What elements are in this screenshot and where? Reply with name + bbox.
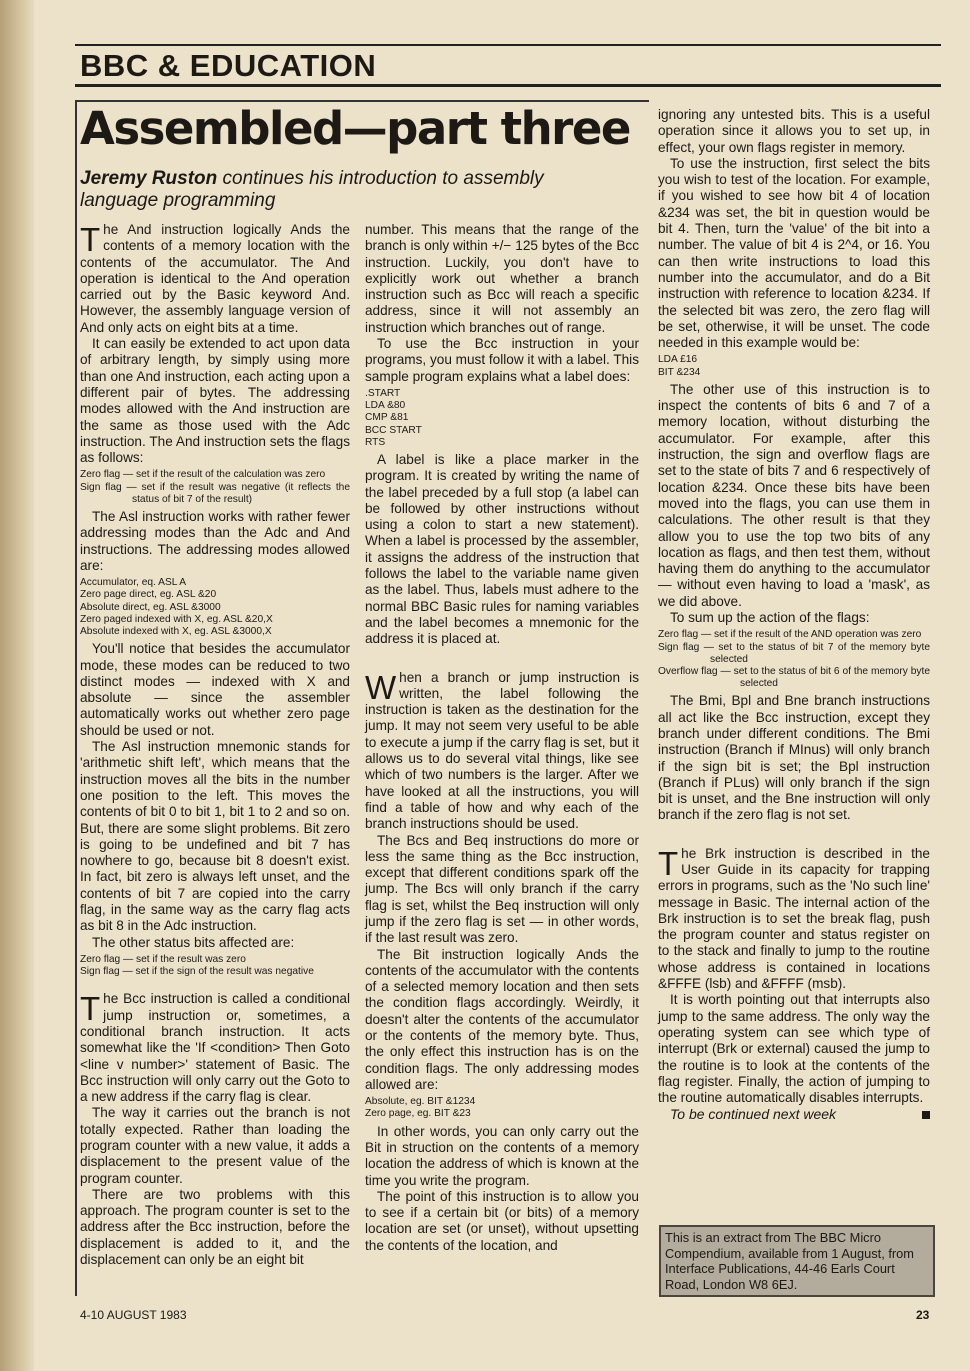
mode-item: Absolute indexed with X, eg. ASL &3000,X	[80, 626, 272, 638]
page-binding-shadow	[0, 0, 34, 1371]
flag-item: Zero flag — set if the result was zero	[80, 953, 246, 965]
code-listing	[658, 354, 930, 378]
paragraph: There are two problems with this approach. The program counter is set to the address after the Bcc instruction, before the displacement is added to it, and the displacement can only be an eight bit	[80, 1186, 350, 1268]
mode-item: Accumulator, eq. ASL A	[80, 577, 187, 589]
paragraph-text: he And instruction logically Ands the contents of a memory location with the contents of the accumulator. The And operation is identical to the And operation carried out by the Basic keyword And. However, the assembly language version of And only acts on eight bits at a time.	[80, 222, 350, 335]
flag-list	[80, 469, 350, 506]
flag-item: Sign flag — set if the result was negative (it reflects the status of bit 7 of the result)	[80, 481, 350, 505]
standfirst	[80, 168, 600, 212]
mode-item: Zero page, eg. BIT &23	[365, 1108, 471, 1120]
paragraph: number. This means that the range of the branch is only within +/− 125 bytes of the Bcc instruction. Luckily, you don't have to explicitly work out whether a branch instruction such as Bcc will reach a specific address, since it will not assembly an instruction which branches out of range.	[365, 222, 639, 335]
paragraph: A label is like a place marker in the program. It is created by writing the name of the label preceded by a full stop (a label can be followed by other instructions without using a colon to start a new statement). When a label is processed by the assembler, it assigns the address of the instruction that follows the label to the variable name given as the label. Thus, labels must adhere to the normal BBC Basic rules for naming variables and the label becomes a mnemonic for the address it is placed at.	[365, 451, 639, 647]
drop-cap: T	[80, 990, 101, 1028]
code-line: LDA £16	[658, 354, 698, 366]
flag-item: Overflow flag — set to the status of bit 6 of the memory byte selected	[658, 665, 930, 690]
code-line: CMP &81	[365, 412, 409, 424]
paragraph: You'll notice that besides the accumulator mode, these modes can be reduced to two distinct modes — indexed with X and absolute — since the assembler automatically works out whether zero page should be used or not.	[80, 641, 350, 738]
paragraph: The Asl instruction mnemonic stands for 'arithmetic shift left', which means that the instruction moves all the bits in the number one position to the left. This moves the contents of bit 0 to bit 1, bit 1 to 2 and so on. But, there are some slight problems. Bit zero is going to be undefined and bit 7 has nowhere to go, because bit 8 doesn't exist. In fact, bit zero is always left unset, and the contents of bit 7 are copied into the carry flag, in the same way as the carry flag acts as bit 8 in the Adc instruction.	[80, 739, 350, 934]
continued-note: To be continued next week	[670, 1106, 837, 1123]
paragraph: The way it carries out the branch is not totally expected. Rather than loading the program counter with a new value, it adds a displacement to the present value of the program counter.	[80, 1105, 350, 1186]
extract-info-box: This is an extract from The BBC Micro Compendium, available from 1 August, from Interface Publications, 44-46 Earls Court Road, London W8 6EJ.	[659, 1225, 935, 1297]
code-line: RTS	[365, 436, 386, 448]
paragraph-text: he Brk instruction is described in the User Guide in its capacity for trapping errors in programs, such as the 'No such line' message in Basic. The internal action of the Brk instruction is to set the break flag, push the program counter and status register on to the stack and finally to jump to the routine whose address is contained in locations &FFFE (lsb) and &FFFF (msb).	[658, 845, 930, 992]
paragraph: To use the Bcc instruction in your programs, you must follow it with a label. This sample program explains what a label does:	[365, 336, 639, 384]
issue-date: 4-10 AUGUST 1983	[80, 1308, 187, 1322]
paragraph: The other status bits affected are:	[92, 934, 295, 950]
code-listing	[365, 388, 639, 449]
standfirst-text: continues his introduction to assembly language programming	[80, 168, 544, 211]
mode-item: Absolute direct, eg. ASL &3000	[80, 601, 221, 613]
flag-item: Zero flag — set if the result of the AND operation was zero	[658, 629, 922, 641]
top-rule	[75, 44, 941, 46]
mode-list	[365, 1096, 639, 1120]
code-line: LDA &80	[365, 400, 406, 412]
flag-list	[658, 629, 930, 690]
paragraph: ignoring any untested bits. This is a useful operation since it allows you to set up, in effect, your own flags register in memory.	[658, 107, 930, 155]
paragraph: The Bcs and Beq instructions do more or less the same thing as the Bcc instruction, except that different conditions spark off the jump. The Bcs will only branch if the carry flag is set, whilst the Beq instruction will only jump if the zero flag is set — in other words, if the last result was zero.	[365, 832, 639, 946]
article-box-left-border	[75, 100, 77, 1296]
paragraph	[80, 222, 350, 336]
flag-list	[80, 954, 350, 978]
mode-item: Zero page direct, eg. ASL &20	[80, 589, 217, 601]
column-1	[80, 222, 350, 1268]
paragraph: The point of this instruction is to allow you to see if a certain bit (or bits) of a memory location are set (or unset), without upsetting the contents of the location, and	[365, 1188, 639, 1253]
paragraph-text: he Bcc instruction is called a conditional jump instruction or, sometimes, a conditional branch instruction. It acts somewhat like the 'If <condition> Then Goto <line v number>' statement of Basic. The Bcc instruction will only carry out the Goto to a new address if the carry flag is clear.	[80, 991, 350, 1105]
code-line: .START	[365, 387, 401, 399]
paragraph	[658, 846, 930, 993]
section-heading: BBC & EDUCATION	[80, 48, 377, 83]
code-line: BCC START	[365, 424, 422, 436]
page-number: 23	[916, 1308, 930, 1322]
article-title: Assembled—part three	[80, 102, 630, 155]
paragraph: To use the instruction, first select the bits you wish to test of the location. For example, if you wished to see how bit 4 of location &234 was set, the bit in question would be bit 4. Then, turn the 'value' of the bit into a number. The value of bit 4 is 2^4, or 16. You can then write instructions to load this number into the accumulator, and do a Bit instruction with reference to location &234. If the selected bit was zero, the zero flag will be set, otherwise, it will be unset. The code needed in this example would be:	[658, 155, 930, 351]
drop-cap: T	[658, 844, 679, 882]
heading-rule	[75, 84, 941, 87]
mode-item: Absolute, eg. BIT &1234	[365, 1096, 476, 1108]
paragraph-text: hen a branch or jump instruction is written, the label following the instruction is taken as the destination for the jump. It may not seem very useful to be able to execute a jump if the carry flag is set, but it allows us to do several vital things, like see which of two numbers is the larger. After we have looked at all the instructions, you will find a table of how and why each of the branch instructions should be used.	[365, 669, 639, 832]
author-name: Jeremy Ruston	[80, 168, 218, 189]
column-2	[365, 222, 639, 1254]
paragraph	[365, 670, 639, 833]
end-mark-icon	[922, 1111, 930, 1119]
paragraph: It can easily be extended to act upon data of arbitrary length, by simply using more than one And instruction, each acting upon a different pair of bytes. The addressing modes allowed with the And instruction are the same as those used with the Adc instruction. The And instruction sets the flags as follows:	[80, 336, 350, 466]
paragraph: The Asl instruction works with rather fewer addressing modes than the Adc and And instructions. The addressing modes allowed are:	[80, 509, 350, 573]
paragraph	[80, 991, 350, 1105]
code-line: BIT &234	[658, 366, 701, 378]
flag-item: Sign flag — set if the sign of the result was negative	[80, 966, 314, 978]
paragraph: In other words, you can only carry out the Bit in struction on the contents of a memory location the address of which is known at the time you write the program.	[365, 1123, 639, 1188]
mode-list	[80, 577, 350, 638]
column-3	[658, 107, 930, 1123]
drop-cap: T	[80, 221, 101, 258]
drop-cap: W	[365, 668, 397, 706]
paragraph: To sum up the action of the flags:	[670, 610, 870, 626]
paragraph: The Bmi, Bpl and Bne branch instructions all act like the Bcc instruction, except they branch under different conditions. The Bmi instruction (Branch if MInus) will only branch if the sign bit is set; the Bpl instruction (Branch if PLus) will only branch if the sign bit is unset, and the Bne instruction will only branch if the zero flag is not set.	[658, 693, 930, 823]
paragraph-text: It is worth pointing out that interrupts also jump to the same address. The only way the operating system can see which type of interrupt (Brk or external) caused the jump to the routine is to look at the contents of the flag register. Finally, the action of jumping to the routine automatically disables interrupts.	[658, 992, 930, 1106]
flag-item: Zero flag — set if the result of the calculation was zero	[80, 469, 326, 481]
paragraph: The Bit instruction logically Ands the contents of the accumulator with the contents of a selected memory location and then sets the condition flags accordingly. Weirdly, it doesn't alter the contents of the accumulator or the contents of the memory byte. Thus, the only effect this instruction has is on the condition flags. The only addressing modes allowed are:	[365, 946, 639, 1092]
paragraph	[658, 992, 930, 1106]
mode-item: Zero paged indexed with X, eg. ASL &20,X	[80, 613, 273, 625]
paragraph: The other use of this instruction is to inspect the contents of bits 6 and 7 of a memory location, without disturbing the accumulator. For example, after this instruction, the sign and overflow flags are set to the state of bits 7 and 6 respectively of location &234. Once these bits have been moved into the flags, you can use them in calculations. The other result is that they allow you to use the top two bits of any location as flags, and then test them, without having them do anything to the accumulator — without even having to load a 'mask', as we did above.	[658, 381, 930, 609]
flag-item: Sign flag — set to the status of bit 7 of the memory byte selected	[658, 641, 930, 665]
